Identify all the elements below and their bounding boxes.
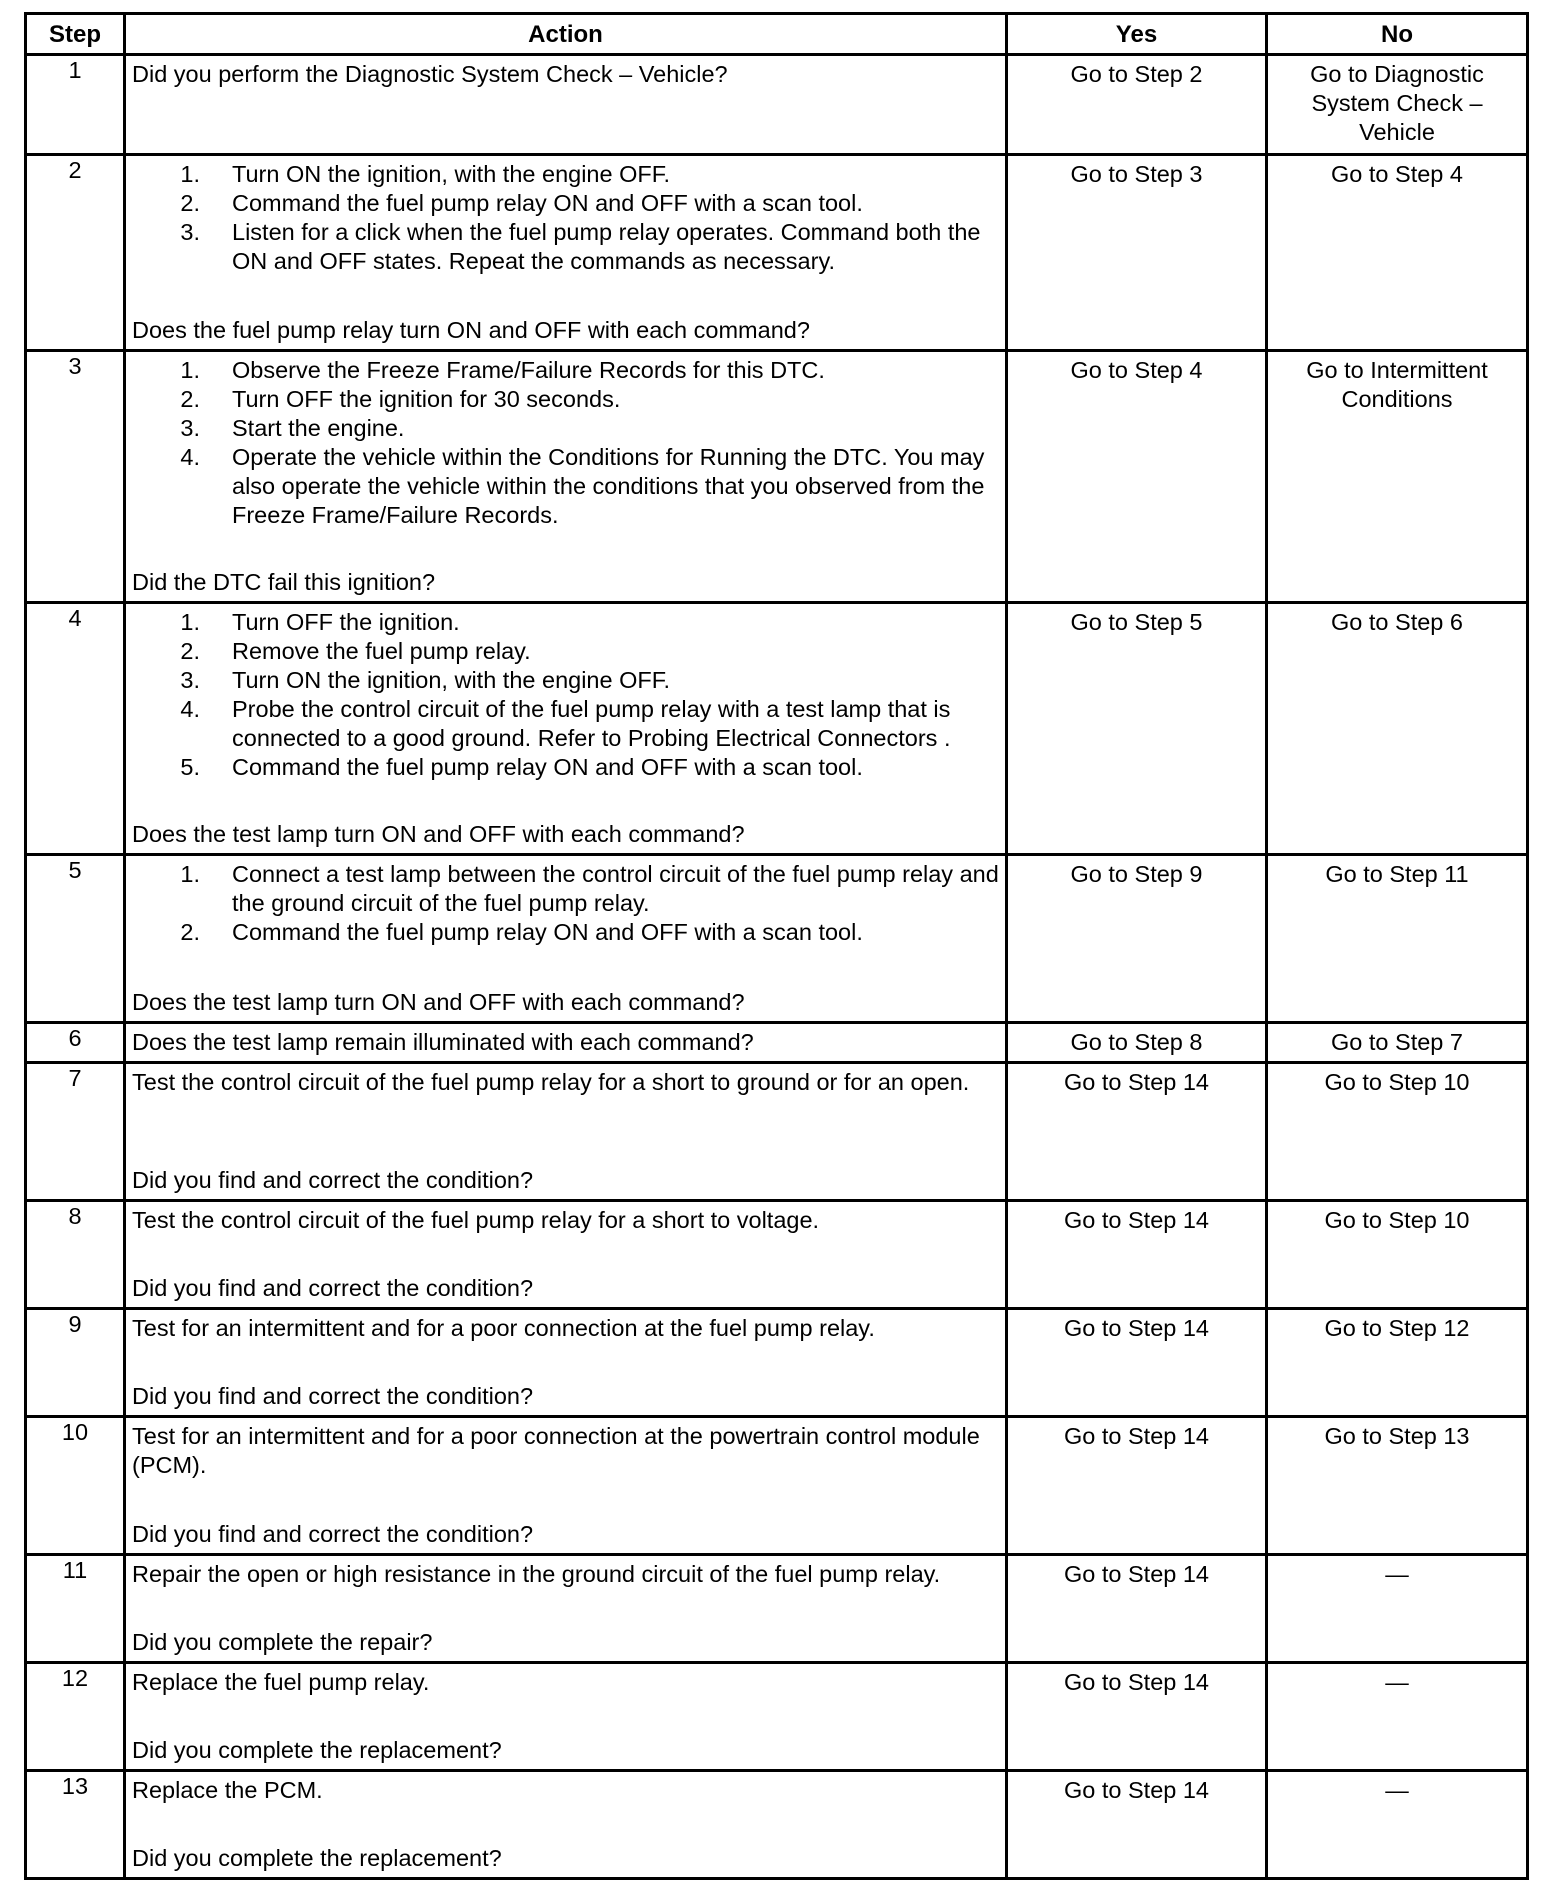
table-row — [26, 855, 1528, 1023]
action-cell — [125, 1063, 1007, 1201]
table-row — [26, 1023, 1528, 1063]
sub-step-text: Command the fuel pump relay ON and OFF with a scan tool. — [232, 919, 863, 945]
table-row — [26, 1663, 1528, 1771]
step-number: 10 — [26, 1417, 125, 1555]
sub-step-number: 5. — [180, 754, 200, 780]
header-no: No — [1267, 14, 1528, 55]
yes-result: Go to Step 14 — [1007, 1663, 1267, 1771]
no-result: Go to Step 10 — [1267, 1063, 1528, 1201]
action-cell — [125, 855, 1007, 1023]
no-result: — — [1267, 1555, 1528, 1663]
action-cell — [125, 351, 1007, 603]
question-text: Did you complete the repair? — [132, 1629, 433, 1655]
sub-step-text: Operate the vehicle within the Conditions for Running the DTC. You may also operate the vehicle within the conditions that you observed from the Freeze Frame/Failure Records. — [232, 444, 985, 528]
no-result: Go to Intermittent Conditions — [1267, 351, 1528, 603]
table-row — [26, 1201, 1528, 1309]
sub-step-number: 2. — [180, 190, 200, 216]
action-text: Replace the fuel pump relay. — [132, 1669, 430, 1695]
sub-step-text: Turn ON the ignition, with the engine OFF. — [232, 667, 671, 693]
table-row — [26, 603, 1528, 855]
no-result: Go to Diagnostic System Check – Vehicle — [1267, 55, 1528, 155]
header-action: Action — [125, 14, 1007, 55]
sub-step-number: 3. — [180, 415, 200, 441]
sub-step-number: 1. — [180, 861, 200, 887]
sub-step — [180, 189, 1001, 218]
no-result: Go to Step 7 — [1267, 1023, 1528, 1063]
yes-result: Go to Step 14 — [1007, 1555, 1267, 1663]
action-text: Replace the PCM. — [132, 1777, 323, 1803]
step-number: 12 — [26, 1663, 125, 1771]
sub-step — [180, 443, 1001, 530]
step-number: 4 — [26, 603, 125, 855]
sub-step — [180, 695, 1001, 753]
sub-step-number: 3. — [180, 667, 200, 693]
table-row — [26, 1309, 1528, 1417]
question-text: Does the test lamp turn ON and OFF with each command? — [132, 821, 745, 847]
sub-step — [180, 414, 1001, 443]
sub-step — [180, 666, 1001, 695]
step-number: 11 — [26, 1555, 125, 1663]
action-text: Test for an intermittent and for a poor connection at the fuel pump relay. — [132, 1315, 875, 1341]
header-yes: Yes — [1007, 14, 1267, 55]
no-result: — — [1267, 1771, 1528, 1879]
sub-step-number: 2. — [180, 386, 200, 412]
yes-result: Go to Step 2 — [1007, 55, 1267, 155]
table-row — [26, 1063, 1528, 1201]
sub-step-text: Probe the control circuit of the fuel pump relay with a test lamp that is connected to a good ground. Refer to Probing Electrical Connectors . — [232, 696, 951, 751]
question-text: Did you find and correct the condition? — [132, 1275, 534, 1301]
sub-step-number: 3. — [180, 219, 200, 245]
sub-step — [180, 637, 1001, 666]
diagnostic-table — [24, 12, 1529, 1880]
yes-result: Go to Step 4 — [1007, 351, 1267, 603]
sub-step-number: 4. — [180, 444, 200, 470]
no-result: Go to Step 6 — [1267, 603, 1528, 855]
question-text: Did the DTC fail this ignition? — [132, 569, 436, 595]
sub-step — [180, 753, 1001, 782]
yes-result: Go to Step 3 — [1007, 155, 1267, 351]
sub-step — [180, 356, 1001, 385]
sub-step — [180, 860, 1001, 918]
sub-step-text: Turn OFF the ignition. — [232, 609, 460, 635]
no-result: Go to Step 13 — [1267, 1417, 1528, 1555]
sub-step-text: Listen for a click when the fuel pump relay operates. Command both the ON and OFF states. Repeat the commands as necessary. — [232, 219, 981, 274]
yes-result: Go to Step 14 — [1007, 1417, 1267, 1555]
no-result: — — [1267, 1663, 1528, 1771]
sub-step — [180, 160, 1001, 189]
sub-step-list — [132, 160, 1001, 276]
action-cell — [125, 1309, 1007, 1417]
step-number: 1 — [26, 55, 125, 155]
question-text: Did you find and correct the condition? — [132, 1383, 534, 1409]
sub-step — [180, 918, 1001, 947]
question-text: Did you find and correct the condition? — [132, 1167, 534, 1193]
action-cell — [125, 1201, 1007, 1309]
sub-step-text: Observe the Freeze Frame/Failure Records for this DTC. — [232, 357, 825, 383]
table-row — [26, 1555, 1528, 1663]
sub-step-list — [132, 608, 1001, 782]
sub-step-number: 2. — [180, 919, 200, 945]
question-text: Does the fuel pump relay turn ON and OFF with each command? — [132, 317, 810, 343]
no-result: Go to Step 11 — [1267, 855, 1528, 1023]
action-cell — [125, 603, 1007, 855]
sub-step-text: Command the fuel pump relay ON and OFF with a scan tool. — [232, 190, 863, 216]
sub-step-number: 1. — [180, 609, 200, 635]
action-cell — [125, 1771, 1007, 1879]
sub-step-number: 4. — [180, 696, 200, 722]
table-row — [26, 155, 1528, 351]
yes-result: Go to Step 8 — [1007, 1023, 1267, 1063]
step-number: 8 — [26, 1201, 125, 1309]
sub-step — [180, 385, 1001, 414]
table-row — [26, 1417, 1528, 1555]
action-text: Did you perform the Diagnostic System Check – Vehicle? — [132, 61, 728, 87]
table-header-row — [26, 14, 1528, 55]
action-text: Test for an intermittent and for a poor connection at the powertrain control module (PCM). — [132, 1423, 980, 1478]
yes-result: Go to Step 14 — [1007, 1771, 1267, 1879]
step-number: 6 — [26, 1023, 125, 1063]
sub-step-number: 2. — [180, 638, 200, 664]
action-cell — [125, 1663, 1007, 1771]
sub-step-text: Turn ON the ignition, with the engine OFF. — [232, 161, 671, 187]
yes-result: Go to Step 14 — [1007, 1201, 1267, 1309]
header-step: Step — [26, 14, 125, 55]
table-row — [26, 351, 1528, 603]
no-result: Go to Step 12 — [1267, 1309, 1528, 1417]
sub-step — [180, 608, 1001, 637]
step-number: 9 — [26, 1309, 125, 1417]
table-body — [26, 55, 1528, 1879]
step-number: 2 — [26, 155, 125, 351]
no-result: Go to Step 4 — [1267, 155, 1528, 351]
action-cell — [125, 1023, 1007, 1063]
action-text: Repair the open or high resistance in the ground circuit of the fuel pump relay. — [132, 1561, 941, 1587]
sub-step-text: Turn OFF the ignition for 30 seconds. — [232, 386, 621, 412]
action-text: Test the control circuit of the fuel pump relay for a short to ground or for an open. — [132, 1069, 970, 1095]
sub-step-text: Command the fuel pump relay ON and OFF with a scan tool. — [232, 754, 863, 780]
action-cell — [125, 1417, 1007, 1555]
step-number: 13 — [26, 1771, 125, 1879]
sub-step-text: Remove the fuel pump relay. — [232, 638, 531, 664]
sub-step-number: 1. — [180, 161, 200, 187]
sub-step — [180, 218, 1001, 276]
yes-result: Go to Step 5 — [1007, 603, 1267, 855]
action-cell — [125, 1555, 1007, 1663]
table-row — [26, 1771, 1528, 1879]
sub-step-list — [132, 356, 1001, 530]
no-result: Go to Step 10 — [1267, 1201, 1528, 1309]
action-cell — [125, 155, 1007, 351]
question-text: Did you complete the replacement? — [132, 1737, 502, 1763]
yes-result: Go to Step 14 — [1007, 1309, 1267, 1417]
sub-step-list — [132, 860, 1001, 947]
action-text: Test the control circuit of the fuel pump relay for a short to voltage. — [132, 1207, 820, 1233]
sub-step-text: Start the engine. — [232, 415, 405, 441]
action-cell — [125, 55, 1007, 155]
yes-result: Go to Step 9 — [1007, 855, 1267, 1023]
question-text: Did you complete the replacement? — [132, 1845, 502, 1871]
sub-step-number: 1. — [180, 357, 200, 383]
question-text: Does the test lamp turn ON and OFF with each command? — [132, 989, 745, 1015]
table-row — [26, 55, 1528, 155]
yes-result: Go to Step 14 — [1007, 1063, 1267, 1201]
question-text: Did you find and correct the condition? — [132, 1521, 534, 1547]
step-number: 3 — [26, 351, 125, 603]
sub-step-text: Connect a test lamp between the control circuit of the fuel pump relay and the ground circuit of the fuel pump relay. — [232, 861, 999, 916]
step-number: 5 — [26, 855, 125, 1023]
question-text: Does the test lamp remain illuminated with each command? — [132, 1029, 754, 1055]
step-number: 7 — [26, 1063, 125, 1201]
